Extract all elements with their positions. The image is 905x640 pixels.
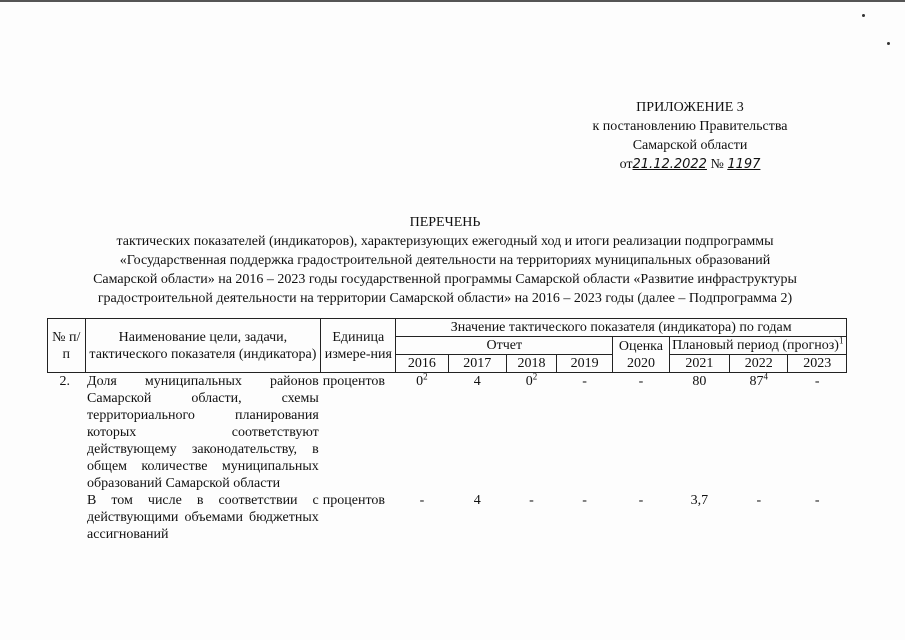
value-2020: - [638,374,644,389]
value-2019: - [582,374,587,389]
value-2021: 3,7 [690,493,709,508]
value-2023: - [814,374,820,389]
footnote-mark: 2 [423,371,428,382]
value-2021: 80 [692,374,707,389]
appendix-title: ПРИЛОЖЕНИЕ 3 [636,100,744,115]
header-estimate: Оценка 2020 [613,337,669,373]
row-name: Доля муниципальных районов Самарской области, схемы территориального планирования которых соответствуют действующему законодательству, в общем количестве муниципальных образований Самарской области [87,374,319,491]
value-2017: 4 [473,493,481,508]
header-year-2017: 2017 [448,355,506,373]
table-row [48,492,847,543]
header-unit: Единица измере-ния [321,319,396,373]
value-2023: - [814,493,820,508]
value-2018: - [529,493,534,508]
value-2019: - [582,493,587,508]
header-plan-footnote: 1 [838,335,844,346]
appendix-line2: Самарской области [632,138,748,153]
value-2022: - [756,493,762,508]
value-2020: - [638,493,644,508]
decree-number: 1197 [727,157,761,172]
table-row [48,373,847,493]
header-num: № п/п [48,319,86,373]
value-text: 87 [749,374,764,389]
appendix-date-line [560,155,820,174]
indicators-table [47,318,847,543]
header-name: Наименование цели, задачи, тактического показателя (индикатора) [85,319,321,373]
header-values: Значение тактического показателя (индикатора) по годам [396,319,847,337]
header-plan [669,337,846,355]
value-text: 0 [416,374,424,389]
row-num: 2. [59,374,70,389]
number-label: № [710,157,724,172]
header-year-2018: 2018 [506,355,556,373]
scan-speck [887,42,890,45]
header-year-2021: 2021 [669,355,729,373]
header-report: Отчет [396,337,613,355]
header-plan-text: Плановый период (прогноз) [672,338,839,353]
title-line3: Самарской области» на 2016 – 2023 годы государственной программы Самарской области «Развитие инфраструктуры [93,272,797,287]
decree-date: 21.12.2022 [632,157,707,172]
title-line4: градостроительной деятельности на территории Самарской области» на 2016 – 2023 годы (далее – Подпрограмма 2) [97,291,793,306]
title-line1: тактических показателей (индикаторов), характеризующих ежегодный ход и итоги реализации подпрограммы [116,234,774,249]
scan-speck [862,14,865,17]
row-num [48,492,86,543]
appendix-line1: к постановлению Правительства [592,119,788,134]
footnote-mark: 4 [763,371,769,382]
row-unit: процентов [322,374,385,389]
value-2016: - [419,493,425,508]
value-text: 0 [525,374,533,389]
row-name: В том числе в соответствии с действующими объемами бюджетных ассигнований [87,493,319,542]
value-2016 [396,373,448,493]
from-label: от [619,157,633,172]
header-year-2022: 2022 [730,355,788,373]
header-year-2023: 2023 [788,355,847,373]
appendix-block [560,98,820,174]
value-2022 [730,373,788,493]
value-2017: 4 [473,374,481,389]
footnote-mark: 2 [532,371,538,382]
row-unit: процентов [322,493,385,508]
top-border-line [0,0,905,2]
title-heading: ПЕРЕЧЕНЬ [409,215,481,230]
document-title [40,213,850,308]
title-line2: «Государственная поддержка градостроительной деятельности на территориях муниципальных образований [119,253,771,268]
header-year-2019: 2019 [556,355,612,373]
header-year-2016: 2016 [396,355,448,373]
value-2018 [506,373,556,493]
